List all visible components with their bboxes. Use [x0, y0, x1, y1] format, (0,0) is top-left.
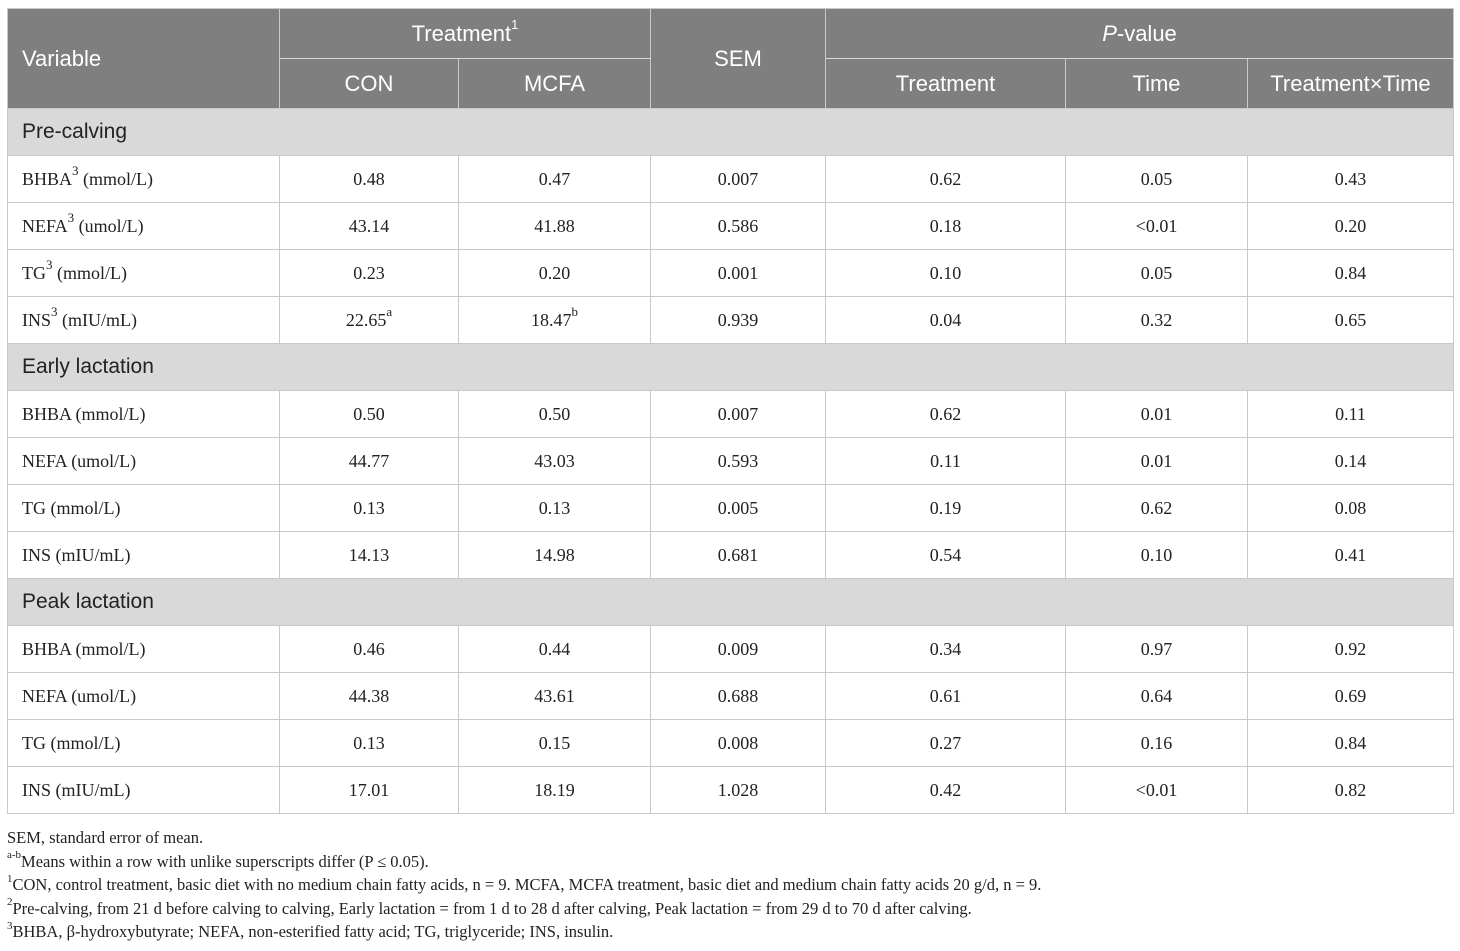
con-cell [280, 485, 459, 532]
table-row [8, 250, 1454, 297]
p-interaction-cell [1248, 767, 1454, 814]
p-treatment-cell-value: 0.62 [929, 168, 962, 189]
p-interaction-cell-value: 0.14 [1334, 450, 1367, 471]
footnote-text: CON, control treatment, basic diet with no medium chain fatty acids, n = 9. MCFA, MCFA treatment, basic diet and medium chain fatty acids 20 g/d, n = 9. [12, 875, 1042, 894]
p-treatment-cell-value: 0.19 [929, 497, 962, 518]
p-interaction-cell-value: 0.08 [1334, 497, 1367, 518]
p-interaction-cell-value: 0.65 [1334, 309, 1367, 330]
p-interaction-cell [1248, 297, 1454, 344]
variable-unit: (umol/L) [66, 450, 137, 471]
con-cell [280, 297, 459, 344]
p-time-cell [1066, 391, 1248, 438]
p-treatment-cell [826, 532, 1066, 579]
header-sem [651, 9, 826, 109]
footnote [7, 850, 1453, 874]
p-treatment-cell [826, 250, 1066, 297]
sem-cell [651, 626, 826, 673]
section-title: Pre-calving [8, 109, 1454, 156]
p-interaction-cell-value: 0.84 [1334, 262, 1367, 283]
con-cell [280, 720, 459, 767]
variable-name: NEFA [22, 685, 67, 706]
mcfa-cell-value: 0.44 [538, 638, 571, 659]
p-time-cell [1066, 485, 1248, 532]
variable-sup: 3 [46, 256, 53, 272]
variable-unit: (mmol/L) [46, 497, 121, 518]
table-container [7, 8, 1453, 814]
variable-name: TG [22, 497, 46, 518]
sem-cell [651, 250, 826, 297]
table-header [8, 9, 1454, 109]
mcfa-cell [459, 673, 651, 720]
variable-cell [8, 203, 280, 250]
p-time-cell [1066, 438, 1248, 485]
p-time-cell [1066, 297, 1248, 344]
variable-cell [8, 767, 280, 814]
variable-unit: (umol/L) [74, 215, 144, 236]
p-treatment-cell [826, 673, 1066, 720]
section-title: Early lactation [8, 344, 1454, 391]
footnote-text: SEM, standard error of mean. [7, 828, 204, 847]
p-time-cell [1066, 720, 1248, 767]
header-mcfa-label: MCFA [523, 70, 586, 96]
mcfa-cell-sup: b [571, 303, 578, 319]
section-row [8, 579, 1454, 626]
con-cell-value: 17.01 [348, 779, 390, 800]
p-time-cell-value: 0.64 [1140, 685, 1173, 706]
header-pvalue-group [826, 9, 1454, 59]
sem-cell [651, 203, 826, 250]
variable-cell [8, 391, 280, 438]
p-time-cell-value: 0.10 [1140, 544, 1173, 565]
header-variable [8, 9, 280, 109]
table-row [8, 156, 1454, 203]
con-cell-value: 0.23 [353, 262, 385, 283]
header-sem-label: SEM [714, 45, 762, 71]
mcfa-cell [459, 532, 651, 579]
variable-unit: (mIU/mL) [51, 779, 131, 800]
p-time-cell-value: 0.16 [1140, 732, 1173, 753]
con-cell-value: 0.13 [353, 732, 385, 753]
variable-cell [8, 673, 280, 720]
sem-cell [651, 485, 826, 532]
p-treatment-cell [826, 626, 1066, 673]
mcfa-cell [459, 626, 651, 673]
p-treatment-cell [826, 156, 1066, 203]
sem-cell [651, 156, 826, 203]
p-time-cell-value: 0.05 [1140, 168, 1173, 189]
table-row [8, 391, 1454, 438]
p-interaction-cell-value: 0.20 [1334, 215, 1367, 236]
sem-cell-value: 0.001 [717, 262, 759, 283]
p-treatment-cell-value: 0.10 [929, 262, 962, 283]
p-time-cell-value: 0.05 [1140, 262, 1173, 283]
variable-sup: 3 [51, 303, 58, 319]
mcfa-cell-value: 18.19 [534, 779, 575, 800]
header-p-time-label: Time [1132, 70, 1181, 96]
footnote-marker: 1 [7, 872, 13, 885]
p-interaction-cell-value: 0.43 [1334, 168, 1367, 189]
con-cell-value: 0.46 [353, 638, 385, 659]
sem-cell-value: 1.028 [717, 779, 759, 800]
variable-cell [8, 532, 280, 579]
sem-cell-value: 0.009 [717, 638, 759, 659]
p-time-cell [1066, 250, 1248, 297]
p-time-cell [1066, 767, 1248, 814]
mcfa-cell-value: 0.20 [538, 262, 571, 283]
p-treatment-cell-value: 0.34 [929, 638, 962, 659]
header-p-interaction-label: Treatment×Time [1270, 70, 1431, 96]
p-interaction-cell [1248, 203, 1454, 250]
variable-name: NEFA [22, 450, 67, 471]
p-interaction-cell-value: 0.82 [1334, 779, 1367, 800]
mcfa-cell [459, 485, 651, 532]
variable-unit: (mIU/mL) [51, 544, 131, 565]
sem-cell-value: 0.681 [717, 544, 759, 565]
table-row [8, 767, 1454, 814]
mcfa-cell [459, 438, 651, 485]
table-row [8, 673, 1454, 720]
p-interaction-cell [1248, 156, 1454, 203]
sem-cell [651, 720, 826, 767]
table-row [8, 720, 1454, 767]
p-treatment-cell [826, 485, 1066, 532]
con-cell-value: 44.77 [348, 450, 390, 471]
p-treatment-cell [826, 720, 1066, 767]
p-interaction-cell [1248, 485, 1454, 532]
variable-name: TG [22, 262, 46, 283]
header-treatment-label: Treatment [411, 20, 512, 46]
footnote-marker: a-b [7, 849, 22, 861]
table-row [8, 203, 1454, 250]
mcfa-cell-value: 43.03 [534, 450, 575, 471]
header-pvalue-italic: P [1102, 20, 1117, 46]
con-cell [280, 156, 459, 203]
sem-cell [651, 297, 826, 344]
table-body [8, 109, 1454, 814]
p-treatment-cell [826, 767, 1066, 814]
con-cell-value: 0.48 [353, 168, 385, 189]
section-title: Peak lactation [8, 579, 1454, 626]
data-table [7, 8, 1454, 814]
con-cell-value: 43.14 [348, 215, 390, 236]
con-cell [280, 391, 459, 438]
p-interaction-cell-value: 0.84 [1334, 732, 1367, 753]
variable-unit: (mmol/L) [46, 732, 121, 753]
header-treatment-sup: 1 [511, 17, 519, 33]
p-time-cell [1066, 156, 1248, 203]
p-treatment-cell-value: 0.27 [929, 732, 962, 753]
footnote-text: Means within a row with unlike superscripts differ (P ≤ 0.05). [21, 851, 429, 871]
sem-cell [651, 532, 826, 579]
p-interaction-cell-value: 0.11 [1335, 403, 1366, 424]
p-treatment-cell [826, 203, 1066, 250]
mcfa-cell-value: 41.88 [534, 215, 575, 236]
mcfa-cell-value: 18.47 [531, 309, 572, 330]
p-time-cell-value: 0.01 [1140, 450, 1173, 471]
sem-cell-value: 0.688 [717, 685, 759, 706]
footnote [7, 920, 1453, 944]
sem-cell-value: 0.007 [717, 168, 759, 189]
p-interaction-cell [1248, 626, 1454, 673]
header-p-interaction [1248, 59, 1454, 109]
p-treatment-cell-value: 0.62 [929, 403, 962, 424]
variable-sup: 3 [67, 209, 75, 225]
footnote-marker: 3 [7, 919, 13, 932]
header-pvalue-rest: -value [1116, 20, 1177, 46]
mcfa-cell-value: 0.47 [538, 168, 571, 189]
variable-unit: (mmol/L) [71, 403, 146, 424]
mcfa-cell [459, 297, 651, 344]
footnote-text: BHBA, β-hydroxybutyrate; NEFA, non-esterified fatty acid; TG, triglyceride; INS, insulin. [12, 922, 614, 941]
footnote [7, 873, 1453, 897]
variable-unit: (mmol/L) [52, 262, 127, 283]
variable-unit: (umol/L) [66, 685, 137, 706]
p-interaction-cell [1248, 673, 1454, 720]
p-time-cell [1066, 626, 1248, 673]
header-con [280, 59, 459, 109]
p-treatment-cell-value: 0.11 [930, 450, 961, 471]
variable-cell [8, 485, 280, 532]
p-treatment-cell-value: 0.04 [929, 309, 962, 330]
variable-cell [8, 250, 280, 297]
con-cell-value: 0.13 [353, 497, 385, 518]
p-time-cell [1066, 532, 1248, 579]
p-time-cell-value: <0.01 [1135, 215, 1178, 236]
con-cell [280, 250, 459, 297]
footnotes [7, 826, 1453, 944]
p-interaction-cell [1248, 250, 1454, 297]
con-cell [280, 438, 459, 485]
variable-name: BHBA [22, 168, 73, 189]
variable-sup: 3 [72, 162, 79, 178]
sem-cell-value: 0.007 [717, 403, 759, 424]
section-row [8, 109, 1454, 156]
con-cell [280, 203, 459, 250]
variable-cell [8, 297, 280, 344]
sem-cell-value: 0.939 [717, 309, 759, 330]
p-time-cell-value: 0.32 [1140, 309, 1173, 330]
table-row [8, 297, 1454, 344]
variable-name: INS [22, 544, 52, 565]
sem-cell [651, 767, 826, 814]
sem-cell [651, 673, 826, 720]
variable-cell [8, 626, 280, 673]
p-treatment-cell [826, 297, 1066, 344]
variable-name: INS [22, 779, 52, 800]
con-cell [280, 626, 459, 673]
sem-cell [651, 438, 826, 485]
p-interaction-cell-value: 0.41 [1334, 544, 1367, 565]
table-row [8, 485, 1454, 532]
mcfa-cell [459, 203, 651, 250]
con-cell [280, 673, 459, 720]
mcfa-cell-value: 14.98 [534, 544, 575, 565]
p-treatment-cell [826, 391, 1066, 438]
sem-cell-value: 0.586 [717, 215, 759, 236]
mcfa-cell [459, 391, 651, 438]
mcfa-cell-value: 0.13 [538, 497, 571, 518]
p-time-cell-value: 0.62 [1140, 497, 1173, 518]
variable-name: INS [22, 309, 52, 330]
mcfa-cell [459, 156, 651, 203]
footnote [7, 897, 1453, 921]
p-time-cell-value: 0.01 [1140, 403, 1173, 424]
sem-cell-value: 0.593 [717, 450, 759, 471]
p-treatment-cell-value: 0.61 [929, 685, 962, 706]
footnote [7, 826, 1453, 850]
con-cell-value: 22.65 [345, 309, 387, 330]
p-interaction-cell-value: 0.69 [1334, 685, 1367, 706]
sem-cell [651, 391, 826, 438]
p-interaction-cell [1248, 720, 1454, 767]
variable-name: NEFA [22, 215, 68, 236]
header-p-treatment-label: Treatment [895, 70, 996, 96]
con-cell [280, 767, 459, 814]
mcfa-cell [459, 767, 651, 814]
table-row [8, 626, 1454, 673]
variable-name: BHBA [22, 638, 72, 659]
variable-unit: (mIU/mL) [57, 309, 137, 330]
p-time-cell [1066, 673, 1248, 720]
con-cell-value: 14.13 [348, 544, 390, 565]
header-con-label: CON [344, 70, 394, 96]
p-interaction-cell-value: 0.92 [1334, 638, 1367, 659]
mcfa-cell [459, 250, 651, 297]
mcfa-cell-value: 0.50 [538, 403, 571, 424]
header-p-time [1066, 59, 1248, 109]
variable-unit: (mmol/L) [71, 638, 146, 659]
header-mcfa [459, 59, 651, 109]
p-time-cell-value: 0.97 [1140, 638, 1173, 659]
footnote-text: Pre-calving, from 21 d before calving to calving, Early lactation = from 1 d to 28 d after calving, Peak lactation = from 29 d to 70 d after calving. [12, 898, 972, 918]
con-cell [280, 532, 459, 579]
variable-cell [8, 720, 280, 767]
header-treatment-group [280, 9, 651, 59]
con-cell-value: 44.38 [348, 685, 390, 706]
p-interaction-cell [1248, 438, 1454, 485]
sem-cell-value: 0.005 [717, 497, 759, 518]
header-p-treatment [826, 59, 1066, 109]
p-treatment-cell-value: 0.42 [929, 779, 962, 800]
sem-cell-value: 0.008 [717, 732, 759, 753]
con-cell-value: 0.50 [353, 403, 385, 424]
mcfa-cell [459, 720, 651, 767]
variable-name: BHBA [22, 403, 72, 424]
p-time-cell [1066, 203, 1248, 250]
header-variable-label: Variable [22, 45, 102, 71]
variable-unit: (mmol/L) [78, 168, 154, 189]
mcfa-cell-value: 43.61 [534, 685, 575, 706]
p-time-cell-value: <0.01 [1135, 779, 1178, 800]
con-cell-sup: a [386, 303, 393, 319]
table-row [8, 438, 1454, 485]
p-treatment-cell-value: 0.54 [929, 544, 962, 565]
p-interaction-cell [1248, 391, 1454, 438]
table-row [8, 532, 1454, 579]
mcfa-cell-value: 0.15 [538, 732, 571, 753]
variable-cell [8, 438, 280, 485]
footnote-marker: 2 [7, 896, 13, 908]
p-interaction-cell [1248, 532, 1454, 579]
variable-cell [8, 156, 280, 203]
p-treatment-cell [826, 438, 1066, 485]
p-treatment-cell-value: 0.18 [929, 215, 962, 236]
variable-name: TG [22, 732, 46, 753]
section-row [8, 344, 1454, 391]
